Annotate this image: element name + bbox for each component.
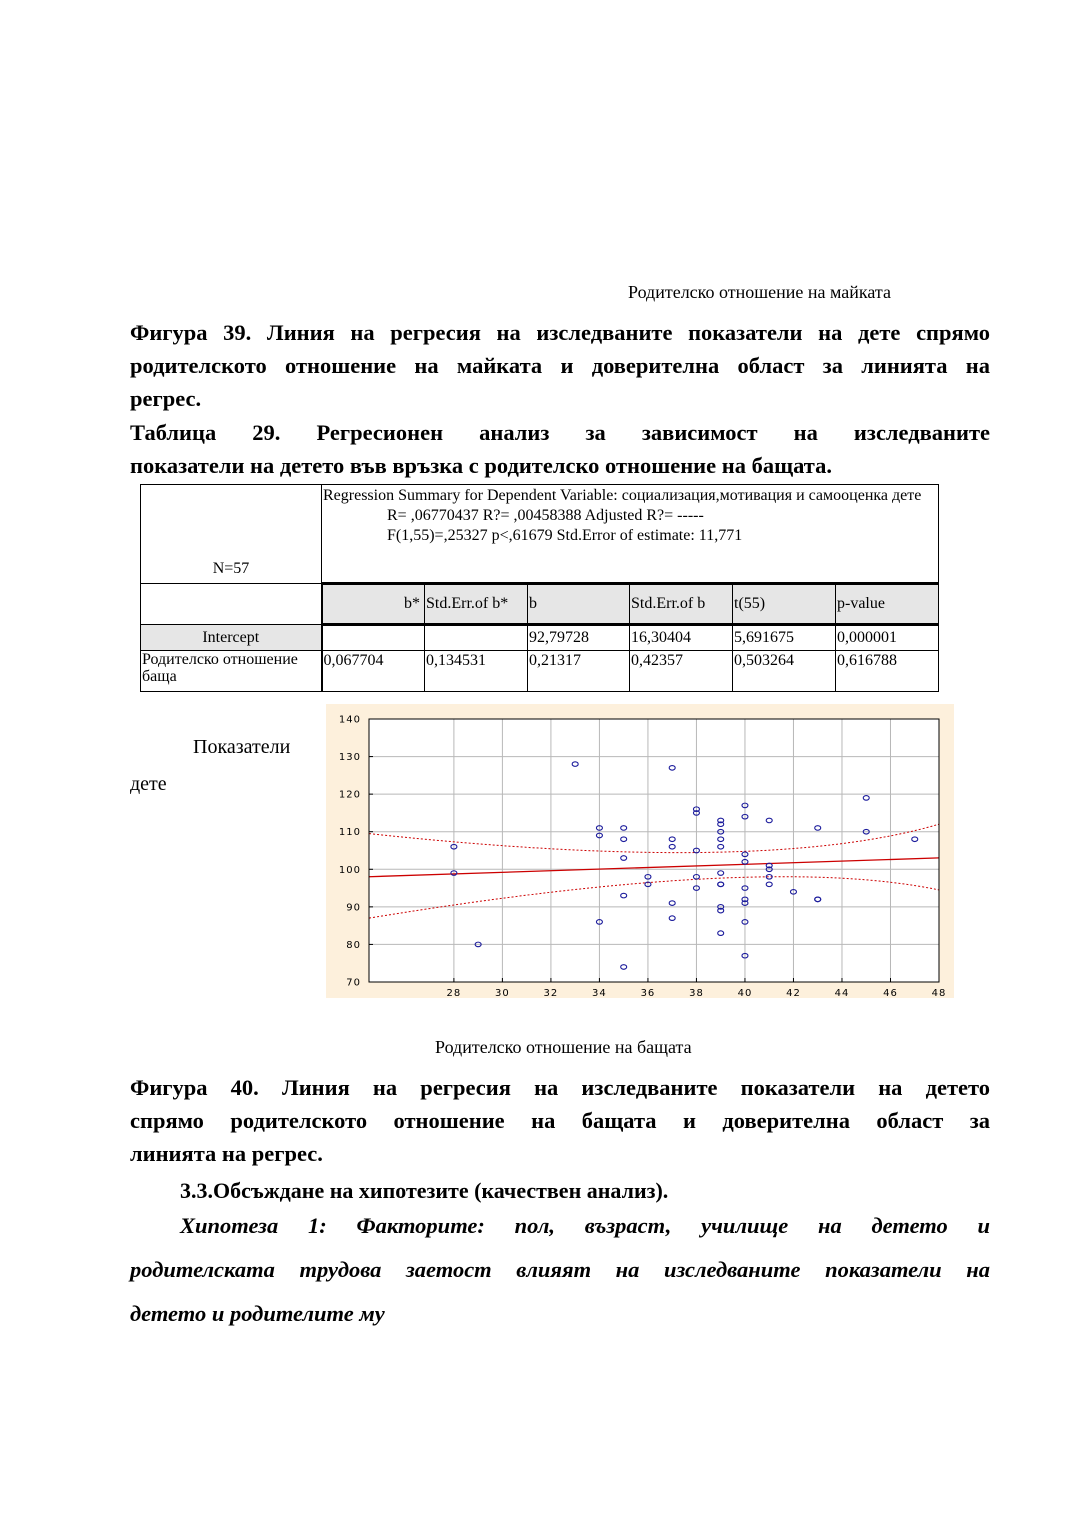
figure-39-caption xyxy=(130,316,990,415)
x-tick-label: 36 xyxy=(640,988,656,998)
y-tick-label: 130 xyxy=(338,752,361,764)
x-tick-label: 48 xyxy=(931,988,947,998)
section-heading: 3.3.Обсъждане на хипотезите (качествен анализ). xyxy=(180,1178,669,1203)
column-header: p-value xyxy=(836,584,939,625)
table-29-caption xyxy=(130,416,990,482)
x-tick-label: 42 xyxy=(786,988,801,998)
table-cell: 0,42357 xyxy=(630,651,733,692)
column-header: Std.Err.of b* xyxy=(425,584,528,625)
mother-axis-caption: Родителско отношение на майката xyxy=(628,282,891,302)
summary-title: Regression Summary for Dependent Variable: социализация,мотивация и самооценка дете xyxy=(323,487,922,504)
caption-line: Фигура 40. Линия на регресия на изследваните показатели на детето xyxy=(130,1075,990,1100)
table-cell: 16,30404 xyxy=(630,625,733,651)
x-tick-label: 40 xyxy=(737,988,753,998)
column-header: t(55) xyxy=(733,584,836,625)
y-tick-label: 140 xyxy=(338,714,361,726)
sample-size: N=57 xyxy=(141,485,322,584)
hypothesis-line: Хипотеза 1: Факторите: пол, възраст, училище на детето и xyxy=(180,1213,990,1238)
row-label: Intercept xyxy=(141,625,322,651)
row-label: Родителско отношение баща xyxy=(141,651,322,692)
y-axis-label-line2: дете xyxy=(130,773,167,795)
x-tick-label: 32 xyxy=(543,988,559,998)
y-tick-label: 90 xyxy=(346,902,361,914)
caption-line: Таблица 29. Регресионен анализ за зависимост на изследваните xyxy=(130,420,990,445)
table-cell: 5,691675 xyxy=(733,625,836,651)
plot-area xyxy=(369,719,939,982)
x-tick-label: 34 xyxy=(592,988,607,998)
father-axis-caption: Родителско отношение на бащата xyxy=(435,1037,692,1057)
x-tick-label: 38 xyxy=(689,988,704,998)
x-tick-label: 28 xyxy=(446,988,462,998)
summary-f-stats: F(1,55)=,25327 p<,61679 Std.Error of estimate: 11,771 xyxy=(387,527,743,544)
regression-summary-table xyxy=(140,484,939,692)
table-cell: 0,067704 xyxy=(322,651,425,692)
table-cell xyxy=(425,625,528,651)
table-cell: 0,503264 xyxy=(733,651,836,692)
x-tick-label: 46 xyxy=(883,988,898,998)
y-tick-label: 80 xyxy=(346,939,361,951)
caption-line: Фигура 39. Линия на регресия на изследваните показатели на дете спрямо xyxy=(130,320,990,345)
x-tick-label: 44 xyxy=(834,988,850,998)
caption-line: родителското отношение на майката и доверителна област за линията на xyxy=(130,353,990,378)
y-tick-label: 100 xyxy=(338,864,361,876)
table-row xyxy=(141,625,939,651)
regression-summary xyxy=(322,485,939,584)
header-blank xyxy=(141,584,322,625)
table-cell: 92,79728 xyxy=(528,625,630,651)
table-cell: 0,134531 xyxy=(425,651,528,692)
table-cell: 0,21317 xyxy=(528,651,630,692)
regression-scatter-chart xyxy=(326,704,954,998)
figure-40-caption xyxy=(130,1071,990,1170)
column-header: b xyxy=(528,584,630,625)
hypothesis-line: родителската трудова заетост влияят на изследваните показатели на xyxy=(130,1257,990,1282)
caption-line: регрес. xyxy=(130,386,202,411)
caption-line: линията на регрес. xyxy=(130,1141,323,1166)
hypothesis-1 xyxy=(130,1204,990,1336)
table-row xyxy=(141,651,939,692)
table-cell xyxy=(322,625,425,651)
y-tick-label: 110 xyxy=(338,827,361,839)
hypothesis-line: детето и родителите му xyxy=(130,1301,385,1326)
column-header: b* xyxy=(322,584,425,625)
table-cell: 0,616788 xyxy=(836,651,939,692)
caption-line: спрямо родителското отношение на бащата и доверителна област за xyxy=(130,1108,990,1133)
y-axis-label-line1: Показатели xyxy=(193,736,291,758)
summary-r-stats: R= ,06770437 R?= ,00458388 Adjusted R?= ----- xyxy=(387,507,704,524)
x-tick-label: 30 xyxy=(495,988,510,998)
caption-line: показатели на детето във връзка с родителско отношение на бащата. xyxy=(130,453,832,478)
y-tick-label: 120 xyxy=(338,789,361,801)
y-tick-label: 70 xyxy=(346,977,361,989)
column-header: Std.Err.of b xyxy=(630,584,733,625)
table-cell: 0,000001 xyxy=(836,625,939,651)
